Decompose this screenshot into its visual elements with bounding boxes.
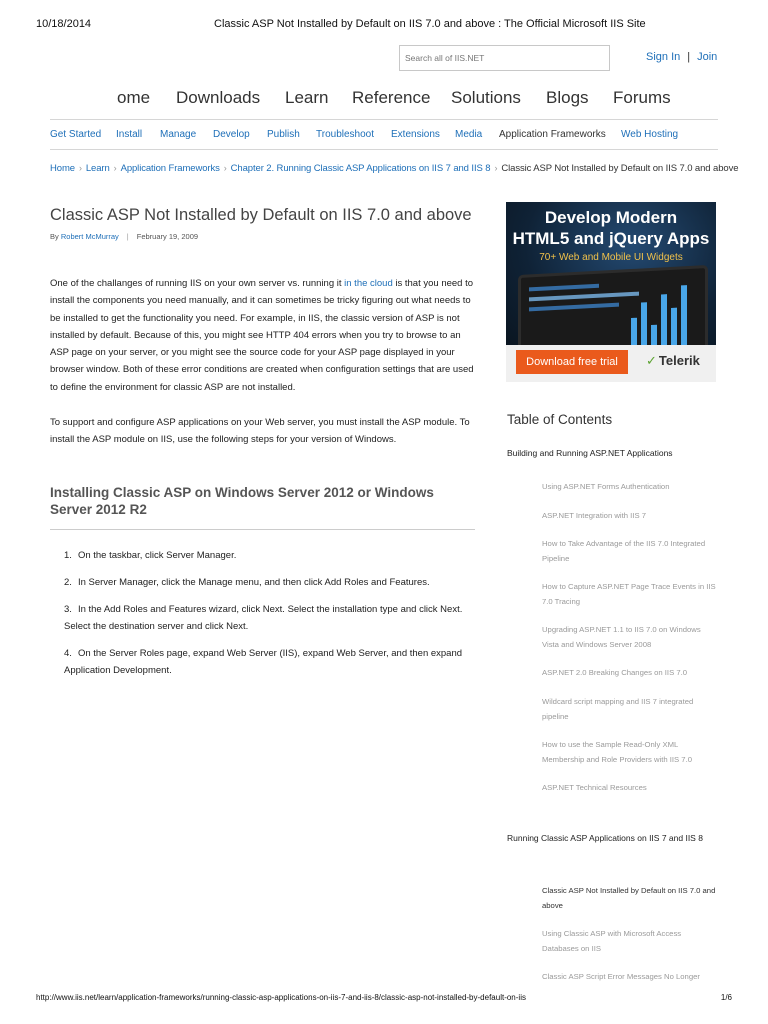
download-free-trial-button[interactable]: Download free trial <box>516 350 628 374</box>
toc-item[interactable]: How to use the Sample Read-Only XML Membership and Role Providers with IIS 7.0 <box>542 740 692 764</box>
toc-item[interactable]: Using Classic ASP with Microsoft Access Databases on IIS <box>542 929 682 953</box>
step-number: 3. <box>64 604 72 615</box>
search-input[interactable] <box>400 46 609 70</box>
telerik-brand-name: Telerik <box>658 353 700 368</box>
tablet-ui-row <box>529 292 639 302</box>
tablet-chart-bar <box>641 302 647 347</box>
tablet-ui-row <box>529 303 619 312</box>
tablet-chart-bar <box>671 308 677 346</box>
breadcrumb-learn[interactable]: Learn <box>85 163 110 174</box>
main-nav-home[interactable]: ome <box>117 88 151 107</box>
tablet-ui-row <box>529 284 599 292</box>
toc-item[interactable]: ASP.NET Technical Resources <box>542 783 647 792</box>
intro-paragraph <box>50 275 478 396</box>
sub-nav-application-frameworks[interactable]: Application Frameworks <box>499 129 606 140</box>
toc-item[interactable]: How to Capture ASP.NET Page Trace Events in IIS 7.0 Tracing <box>542 582 716 606</box>
page-title: Classic ASP Not Installed by Default on IIS 7.0 and above <box>50 206 472 224</box>
toc-item[interactable]: Using ASP.NET Forms Authentication <box>542 482 670 491</box>
search-box[interactable] <box>399 45 610 71</box>
sub-nav-develop[interactable]: Develop <box>213 129 250 140</box>
sub-nav-install[interactable]: Install <box>116 129 143 140</box>
section-divider <box>50 529 475 530</box>
step-text: On the taskbar, click Server Manager. <box>77 550 237 561</box>
print-page-number: 1/6 <box>720 993 732 1002</box>
section-title: Installing Classic ASP on Windows Server 2012 or Windows Server 2012 R2 <box>50 485 434 517</box>
byline-prefix: By <box>50 232 59 241</box>
step-number: 2. <box>64 577 72 588</box>
step-number: 1. <box>64 550 72 561</box>
sub-nav-manage[interactable]: Manage <box>160 129 197 140</box>
print-page-title: Classic ASP Not Installed by Default on IIS 7.0 and above : The Official Microsoft IIS Site <box>214 18 646 30</box>
breadcrumb <box>50 163 738 174</box>
sub-nav-web-hosting[interactable]: Web Hosting <box>621 129 679 140</box>
list-item <box>64 547 484 564</box>
intro-text-start: One of the challanges of running IIS on your own server vs. running it <box>50 278 345 289</box>
breadcrumb-current: Classic ASP Not Installed by Default on IIS 7.0 and above <box>501 163 739 174</box>
intro-text-end: is that you need to install the components you need manually, and it can sometimes be tricky figuring out what needs to be installed to get the functionality you need. For example, in IIS, the classic version of ASP is not installed by default. Because of this, you might see HTTP 404 errors when you try to browse to an ASP page on your server, or you might see the source code for your ASP page displayed in your browser window. Both of these error conditions are created when configuration settings that are used to define the environment for classic ASP are not installed. <box>50 278 474 393</box>
toc-heading: Table of Contents <box>507 412 613 427</box>
list-item <box>64 645 484 680</box>
step-number: 4. <box>64 648 72 659</box>
toc-group-building-aspnet[interactable]: Building and Running ASP.NET Applications <box>507 448 673 458</box>
main-nav-reference[interactable]: Reference <box>352 88 431 107</box>
breadcrumb-home[interactable]: Home <box>50 163 75 174</box>
sub-nav-publish[interactable]: Publish <box>267 129 300 140</box>
ad-headline-1: Develop Modern <box>544 208 678 227</box>
toc-item[interactable]: How to Take Advantage of the IIS 7.0 Integrated Pipeline <box>542 539 706 563</box>
join-link[interactable]: Join <box>697 51 718 63</box>
sub-nav-troubleshoot[interactable]: Troubleshoot <box>316 129 374 140</box>
list-item <box>64 574 484 591</box>
account-separator: | <box>687 51 691 63</box>
tablet-chart-bar <box>661 294 667 346</box>
telerik-ad-banner[interactable] <box>506 202 716 382</box>
toc-item[interactable]: Wildcard script mapping and IIS 7 integrated pipeline <box>542 697 694 721</box>
toc-item-current[interactable]: Classic ASP Not Installed by Default on IIS 7.0 and above <box>542 886 716 910</box>
toc-item[interactable]: ASP.NET Integration with IIS 7 <box>542 511 646 520</box>
list-item <box>64 601 484 636</box>
install-module-paragraph: To support and configure ASP applications on your Web server, you must install the ASP module. To install the ASP module on IIS, use the following steps for your version of Windows. <box>50 417 470 446</box>
step-text: In the Add Roles and Features wizard, click Next. Select the installation type and click Next. Select the destination server and click Next. <box>64 604 463 633</box>
toc-item[interactable]: Upgrading ASP.NET 1.1 to IIS 7.0 on Windows Vista and Windows Server 2008 <box>542 625 701 649</box>
main-nav-blogs[interactable]: Blogs <box>546 88 589 107</box>
in-the-cloud-link[interactable]: in the cloud <box>344 278 393 289</box>
print-url: http://www.iis.net/learn/application-frameworks/running-classic-asp-applications-on-iis-7-and-iis-8/classic-asp-not-installed-by-default-on-iis <box>36 993 526 1002</box>
toc-item[interactable]: ASP.NET 2.0 Breaking Changes on IIS 7.0 <box>542 668 688 677</box>
print-date: 10/18/2014 <box>36 18 92 30</box>
byline <box>50 232 198 241</box>
main-nav-learn[interactable]: Learn <box>285 88 329 107</box>
toc-item[interactable]: Classic ASP Script Error Messages No Longer <box>542 972 700 981</box>
step-text: In Server Manager, click the Manage menu, and then click Add Roles and Features. <box>77 577 430 588</box>
sign-in-link[interactable]: Sign In <box>646 51 681 63</box>
breadcrumb-application-frameworks[interactable]: Application Frameworks <box>120 163 220 174</box>
chevron-right-icon: › <box>494 163 498 173</box>
ad-tagline: 70+ Web and Mobile UI Widgets <box>539 252 683 263</box>
publish-date: February 19, 2009 <box>136 232 199 241</box>
step-text: On the Server Roles page, expand Web Server (IIS), expand Web Server, and then expand Application Development. <box>64 648 463 677</box>
tablet-chart-bar <box>631 318 637 348</box>
author-link[interactable]: Robert McMurray <box>60 232 119 241</box>
chevron-right-icon: › <box>78 163 82 173</box>
telerik-logo <box>646 353 700 369</box>
main-nav-solutions[interactable]: Solutions <box>451 88 521 107</box>
sub-nav <box>50 119 718 150</box>
main-nav-downloads[interactable]: Downloads <box>176 88 261 107</box>
byline-separator: | <box>126 232 129 241</box>
account-links <box>646 51 717 63</box>
toc-group-classic-asp[interactable]: Running Classic ASP Applications on IIS 7 and IIS 8 <box>507 833 703 843</box>
tablet-chart-bar <box>651 325 657 347</box>
telerik-check-icon: ✓ <box>646 353 657 368</box>
ad-headline-2: HTML5 and jQuery Apps <box>512 229 710 248</box>
chevron-right-icon: › <box>223 163 227 173</box>
sub-nav-media[interactable]: Media <box>455 129 483 140</box>
sub-nav-extensions[interactable]: Extensions <box>391 129 440 140</box>
main-nav-forums[interactable]: Forums <box>613 88 671 107</box>
chevron-right-icon: › <box>113 163 117 173</box>
sub-nav-get-started[interactable]: Get Started <box>50 129 102 140</box>
breadcrumb-chapter-2[interactable]: Chapter 2. Running Classic ASP Applications on IIS 7 and IIS 8 <box>230 163 491 174</box>
tablet-chart-bar <box>681 285 687 345</box>
